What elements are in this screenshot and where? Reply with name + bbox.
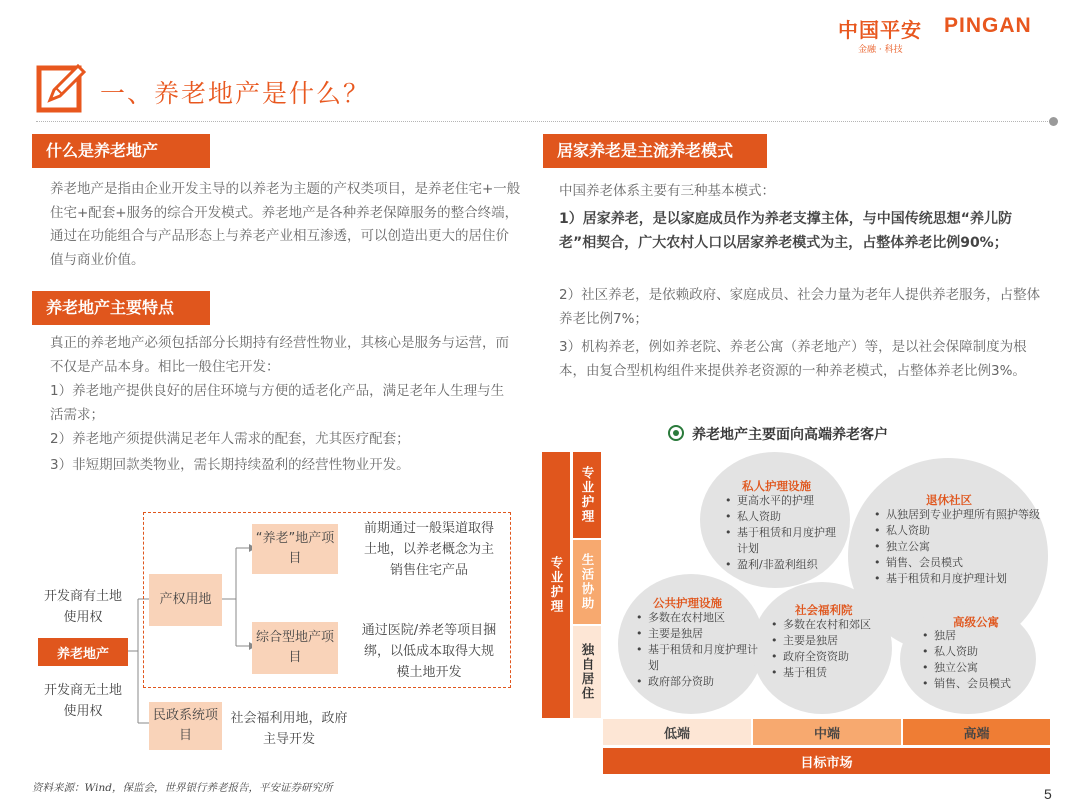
- list-item: • 主要是独居: [636, 626, 758, 642]
- section-what-text: 养老地产是指由企业开发主导的以养老为主题的产权类项目，是养老住宅+一般住宅+配套+服务的综合开发模式。养老地产是各种养老保障服务的整合终端，通过在功能组合与产品形态上与养老产业相互渗透，可以创造出更大的居住价值与商业价值。: [50, 181, 521, 268]
- care-level-assisted: 生活协助: [573, 540, 601, 624]
- property-node: 产权用地: [149, 574, 222, 626]
- feature-point-1: 1）养老地产提供良好的居住环境与方便的适老化产品，满足老年人生理与生活需求；: [50, 383, 505, 423]
- homecare-point-2: 2）社区养老，是依赖政府、家庭成员、社会力量为老年人提供养老服务，占整体养老比例7%；: [559, 287, 1041, 327]
- homecare-intro: 中国养老体系主要有三种基本模式：: [559, 183, 775, 199]
- retirement-title: 退休社区: [926, 493, 972, 507]
- list-item: • 政府部分资助: [636, 674, 758, 690]
- section-header-homecare: 居家养老是主流养老模式: [543, 134, 767, 168]
- divider-dot: [1049, 117, 1058, 126]
- welfare-list: [771, 617, 889, 681]
- list-item: • 政府全资资助: [771, 649, 889, 665]
- list-item: • 盈利/非盈利组织: [725, 557, 843, 573]
- page-number: 5: [1044, 786, 1052, 802]
- list-item: • 主要是独居: [771, 633, 889, 649]
- public-care-title: 公共护理设施: [653, 596, 722, 610]
- logo-tagline: 金融 · 科技: [858, 45, 903, 55]
- pencil-note-icon: [36, 62, 88, 114]
- retirement-list: [874, 507, 1042, 587]
- list-item: • 更高水平的护理: [725, 493, 843, 509]
- senior-apt-title: 高级公寓: [953, 615, 999, 629]
- homecare-point-3: 3）机构养老，例如养老院、养老公寓（养老地产）等，是以社会保障制度为根本，由复合型机构组件来提供养老资源的一种养老模式，占整体养老比例3%。: [559, 339, 1027, 379]
- care-level-professional: 专业护理: [573, 452, 601, 538]
- no-land-label: 开发商无土地使用权: [43, 683, 122, 719]
- homecare-point-1: 1）居家养老，是以家庭成员作为养老支撑主体，与中国传统思想“养儿防老”相契合，广大农村人口以居家养老模式为主，占整体养老比例90%；: [559, 211, 1012, 251]
- type2-node: 综合型地产项目: [252, 622, 338, 674]
- civil-desc: 社会福利用地，政府主导开发: [230, 711, 348, 747]
- list-item: • 销售、会员模式: [874, 555, 1042, 571]
- target-market-bar: 目标市场: [603, 748, 1050, 774]
- care-level-independent: 独自居住: [573, 626, 601, 718]
- list-item: • 从独居到专业护理所有照护等级: [874, 507, 1042, 523]
- list-item: • 私人资助: [874, 523, 1042, 539]
- private-care-list: [725, 493, 843, 573]
- list-item: • 多数在农村和郊区: [771, 617, 889, 633]
- senior-apt-list: [922, 628, 1032, 692]
- root-node: 养老地产: [38, 638, 128, 666]
- market-title: 养老地产主要面向高端养老客户: [692, 427, 888, 443]
- welfare-title: 社会福利院: [795, 603, 853, 617]
- has-land-label: 开发商有土地使用权: [43, 589, 122, 625]
- list-item: • 独居: [922, 628, 1032, 644]
- public-care-list: [636, 610, 758, 690]
- list-item: • 多数在农村地区: [636, 610, 758, 626]
- list-item: • 私人资助: [922, 644, 1032, 660]
- list-item: • 销售、会员模式: [922, 676, 1032, 692]
- section-header-what: 什么是养老地产: [32, 134, 210, 168]
- source-note: 资料来源：Wind，保监会，世界银行养老报告，平安证券研究所: [32, 782, 333, 794]
- list-item: • 独立公寓: [922, 660, 1032, 676]
- features-intro: 真正的养老地产必须包括部分长期持有经营性物业，其核心是服务与运营，而不仅是产品本身。相比一般住宅开发：: [50, 335, 509, 375]
- list-item: • 基于租赁和月度护理计划: [725, 525, 843, 557]
- list-item: • 私人资助: [725, 509, 843, 525]
- feature-point-3: 3）非短期回款类物业，需长期持续盈利的经营性物业开发。: [50, 457, 410, 473]
- type2-desc: 通过医院/养老等项目捆绑，以低成本取得大规模土地开发: [361, 623, 497, 680]
- page-title: 一、养老地产是什么？: [100, 79, 371, 108]
- feature-point-2: 2）养老地产须提供满足老年人需求的配套，尤其医疗配套；: [50, 431, 410, 447]
- list-item: • 独立公寓: [874, 539, 1042, 555]
- type1-node: “养老”地产项目: [252, 524, 338, 574]
- logo-chinese: 中国平安: [838, 18, 922, 42]
- tier-low: 低端: [603, 719, 751, 745]
- tier-mid: 中端: [753, 719, 901, 745]
- tier-high: 高端: [903, 719, 1050, 745]
- target-bullet-icon: [668, 425, 684, 441]
- section-header-features: 养老地产主要特点: [32, 291, 210, 325]
- logo-english: PINGAN: [944, 14, 1032, 37]
- private-care-title: 私人护理设施: [742, 479, 811, 493]
- type1-desc: 前期通过一般渠道取得土地，以养老概念为主销售住宅产品: [363, 521, 494, 578]
- civil-node: 民政系统项目: [149, 702, 222, 750]
- list-item: • 基于租赁和月度护理计划: [874, 571, 1042, 587]
- list-item: • 基于租赁和月度护理计划: [636, 642, 758, 674]
- care-axis-label: 专业护理: [542, 452, 570, 718]
- list-item: • 基于租赁: [771, 665, 889, 681]
- title-divider: [36, 121, 1054, 122]
